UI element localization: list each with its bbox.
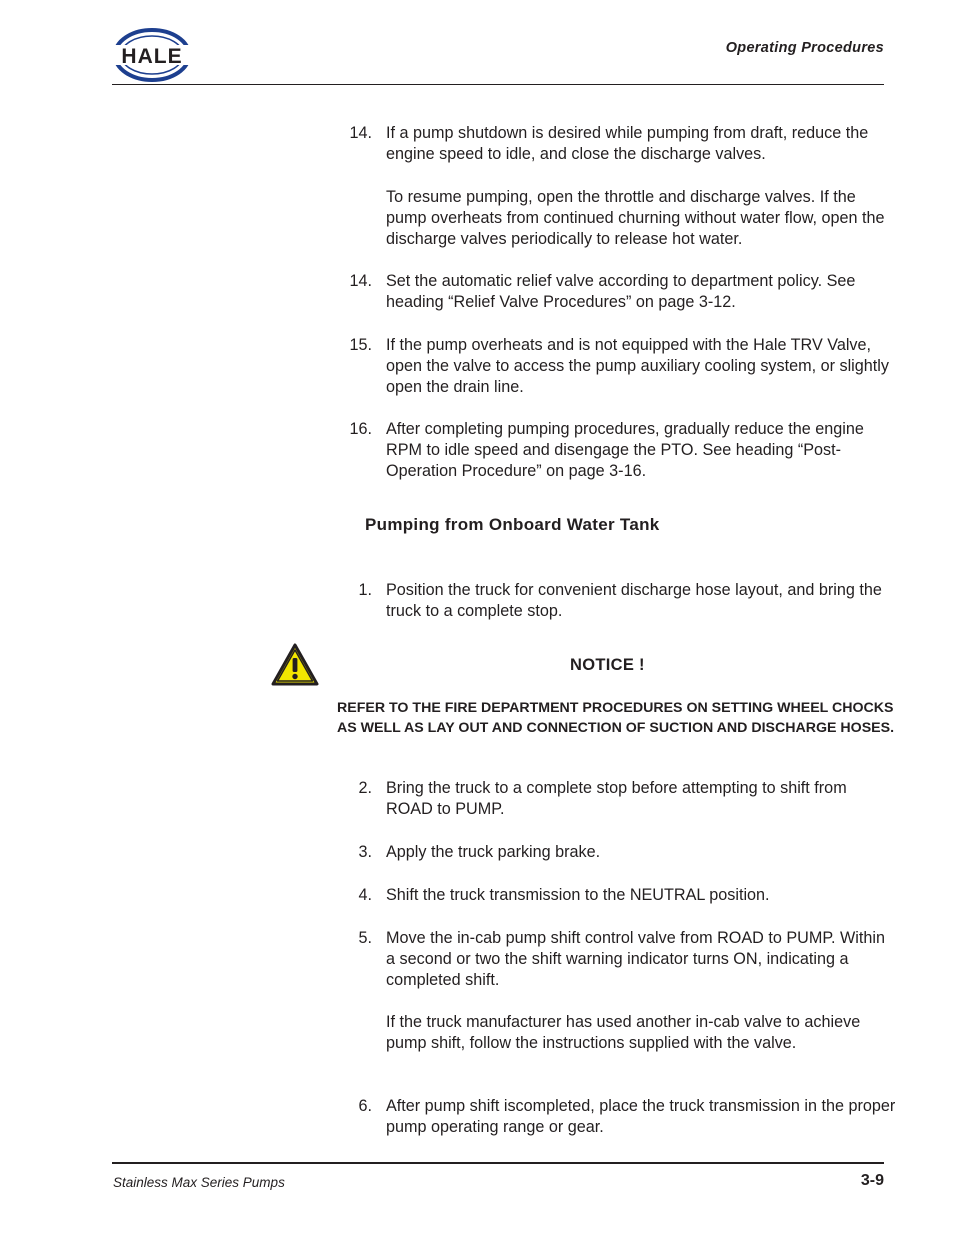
notice-title: NOTICE ! — [570, 656, 645, 674]
step-number: 14. — [349, 272, 372, 290]
step-text: If a pump shutdown is desired while pumping from draft, reduce the engine speed to idle, and close the discharge valves. — [386, 124, 869, 163]
step-number: 4. — [358, 886, 372, 904]
section-heading: Pumping from Onboard Water Tank — [365, 515, 660, 534]
page-number: 3-9 — [860, 1172, 884, 1189]
step-text: Apply the truck parking brake. — [386, 843, 601, 861]
step-number: 14. — [349, 124, 372, 142]
step-note: To resume pumping, open the throttle and discharge valves. If the pump overheats from continued churning without water flow, open the discharge valves periodically to release hot water. — [386, 188, 885, 248]
step-text: If the pump overheats and is not equipped with the Hale TRV Valve, open the valve to access the pump auxiliary cooling system, or slightly open the drain line. — [386, 336, 889, 396]
notice-text: REFER TO THE FIRE DEPARTMENT PROCEDURES ON SETTING WHEEL CHOCKS AS WELL AS LAY OUT AND CONNECTION OF SUCTION AND DISCHARGE HOSES. — [337, 700, 895, 736]
hale-logo — [110, 26, 194, 84]
logo-wordmark: HALE — [121, 45, 183, 68]
section-title: Operating Procedures — [725, 40, 884, 56]
step-text: Move the in-cab pump shift control valve from ROAD to PUMP. Within a second or two the shift warning indicator turns ON, indicating a completed shift. — [386, 929, 885, 989]
step-number: 5. — [358, 929, 372, 947]
step-number: 15. — [349, 336, 372, 354]
step-number: 6. — [358, 1097, 372, 1115]
header-divider — [112, 84, 884, 85]
step-text: Position the truck for convenient discharge hose layout, and bring the truck to a complete stop. — [386, 581, 882, 620]
step-number: 2. — [358, 779, 372, 797]
step-number: 16. — [349, 420, 372, 438]
step-text: After completing pumping procedures, gradually reduce the engine RPM to idle speed and disengage the PTO. See heading “Post-Operation Procedure” on page 3-16. — [386, 420, 864, 480]
step-text: Shift the truck transmission to the NEUTRAL position. — [386, 886, 770, 904]
warning-triangle-icon — [271, 643, 319, 686]
step-number: 3. — [358, 843, 372, 861]
step-text: Set the automatic relief valve according to department policy. See heading “Relief Valve Procedures” on page 3-12. — [386, 272, 856, 311]
step-note: If the truck manufacturer has used another in-cab valve to achieve pump shift, follow the instructions supplied with the valve. — [386, 1013, 861, 1052]
manual-title: Stainless Max Series Pumps — [113, 1175, 285, 1190]
step-text: Bring the truck to a complete stop before attempting to shift from ROAD to PUMP. — [386, 779, 847, 818]
step-text: After pump shift iscompleted, place the truck transmission in the proper pump operating range or gear. — [386, 1097, 896, 1136]
footer-divider — [112, 1162, 884, 1164]
step-number: 1. — [358, 581, 372, 599]
